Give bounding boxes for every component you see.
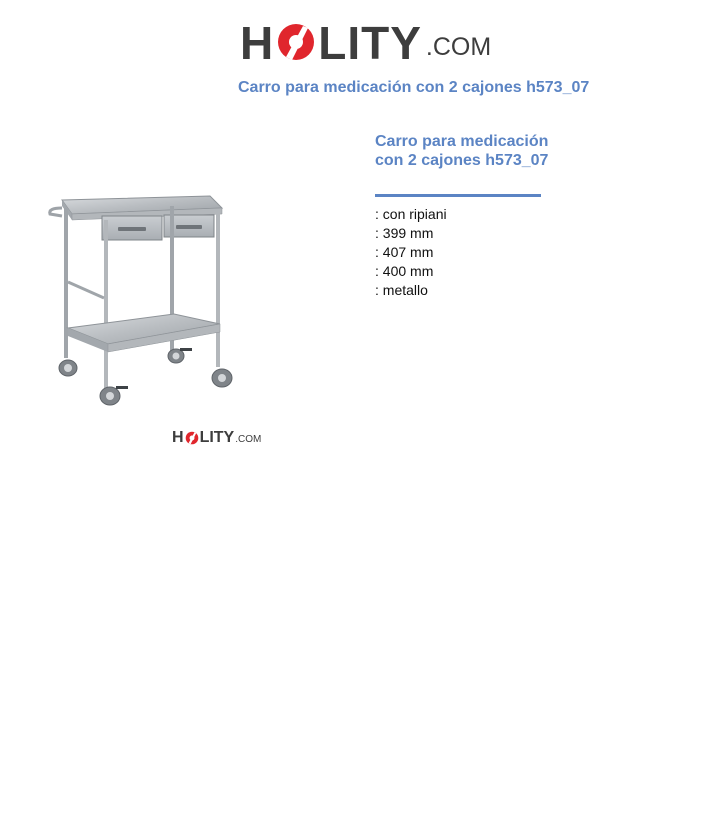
spec-item: : metallo bbox=[375, 282, 428, 298]
spec-item: : con ripiani bbox=[375, 206, 447, 222]
watermark-letters-lity: LITY bbox=[199, 429, 235, 446]
watermark-logo bbox=[172, 430, 261, 446]
logo-wordmark bbox=[240, 17, 422, 69]
watermark-tld: .COM bbox=[235, 434, 262, 445]
watermark-wordmark bbox=[172, 430, 234, 446]
watermark-letter-h: H bbox=[172, 429, 184, 446]
watermark-o-icon bbox=[185, 431, 199, 445]
spec-list bbox=[375, 205, 447, 300]
product-image bbox=[40, 186, 250, 416]
logo-letter-h: H bbox=[240, 17, 275, 69]
title-underline bbox=[375, 194, 541, 197]
spec-item: : 399 mm bbox=[375, 225, 434, 241]
logo-tld: .COM bbox=[425, 33, 492, 61]
logo-letters-lity: LITY bbox=[318, 17, 422, 69]
brand-logo[interactable] bbox=[240, 12, 492, 69]
spec-item: : 400 mm bbox=[375, 263, 434, 279]
logo-o-icon bbox=[276, 22, 316, 62]
page-title: Carro para medicación con 2 cajones h573_07 bbox=[238, 79, 590, 96]
spec-item: : 407 mm bbox=[375, 244, 434, 260]
product-title: Carro para medicación con 2 cajones h573_07 bbox=[375, 133, 549, 169]
